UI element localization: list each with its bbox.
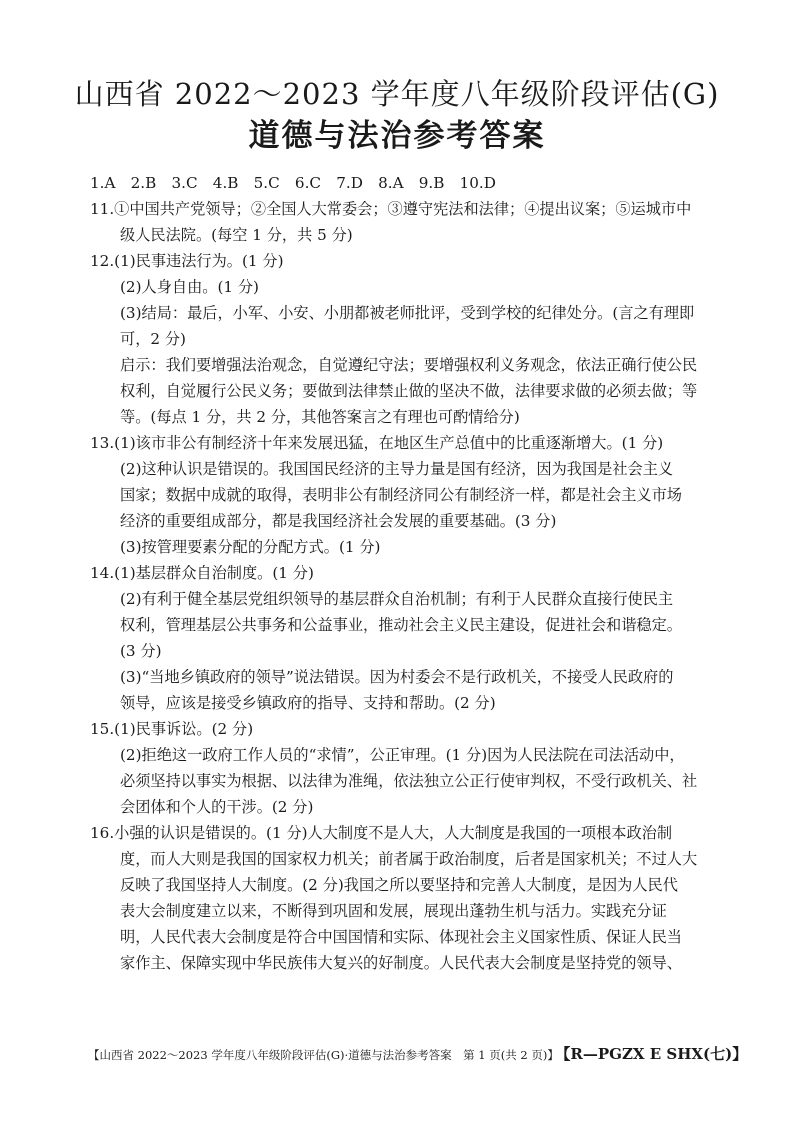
answer-line: 权利，管理基层公共事务和公益事业，推动社会主义民主建设，促进社会和谐稳定。	[120, 616, 682, 634]
answer-11	[90, 196, 714, 248]
answer-line: (2)拒绝这一政府工作人员的“求情”，公正审理。(1 分)因为人民法院在司法活动中，	[120, 746, 685, 764]
answer-line: (3)“当地乡镇政府的领导”说法错误。因为村委会不是行政机关，不接受人民政府的	[120, 668, 674, 686]
answer-12	[90, 248, 714, 430]
answer-line: 权利，自觉履行公民义务；要做到法律禁止做的坚决不做，法律要求做的必须去做；等	[120, 382, 698, 400]
answer-line: 14.(1)基层群众自治制度。(1 分)	[90, 564, 314, 582]
answer-13	[90, 430, 714, 560]
answer-line: (2)有利于健全基层党组织领导的基层群众自治机制；有利于人民群众直接行使民主	[120, 590, 674, 608]
answer-line: 13.(1)该市非公有制经济十年来发展迅猛，在地区生产总值中的比重逐渐增大。(1 分)	[90, 434, 664, 452]
answer-line: 可，2 分)	[120, 330, 186, 348]
answer-line: 明，人民代表大会制度是符合中国国情和实际、体现社会主义国家性质、保证人民当	[120, 928, 682, 946]
answer-line: 反映了我国坚持人大制度。(2 分)我国之所以要坚持和完善人大制度，是因为人民代	[120, 876, 678, 894]
answer-line: 必须坚持以事实为根据、以法律为准绳，依法独立公正行使审判权，不受行政机关、社	[120, 772, 698, 790]
answer-line: (3)结局：最后，小军、小安、小朋都被老师批评，受到学校的纪律处分。(言之有理即	[120, 304, 695, 322]
answer-line: 16.小强的认识是错误的。(1 分)人大制度不是人大，人大制度是我国的一项根本政治制	[90, 824, 673, 842]
answer-line: 领导，应该是接受乡镇政府的指导、支持和帮助。(2 分)	[120, 694, 496, 712]
answer-line: 15.(1)民事诉讼。(2 分)	[90, 720, 254, 738]
answer-line: 会团体和个人的干涉。(2 分)	[120, 798, 314, 816]
answer-line: (3 分)	[120, 642, 162, 660]
document-subtitle: 道德与法治参考答案	[248, 118, 546, 154]
answer-line: (2)这种认识是错误的。我国国民经济的主导力量是国有经济，因为我国是社会主义	[120, 460, 674, 478]
footer-code: 【R—PGZX E SHX(七)】	[562, 1045, 748, 1063]
answer-line: 11.①中国共产党领导；②全国人大常委会；③遵守宪法和法律；④提出议案；⑤运城市中	[90, 200, 692, 218]
answer-line: 表大会制度建立以来，不断得到巩固和发展，展现出蓬勃生机与活力。实践充分证	[120, 902, 667, 920]
answer-14	[90, 560, 714, 716]
page-title: 山西省 2022～2023 学年度八年级阶段评估(G)	[74, 77, 720, 111]
footer-text: 【山西省 2022～2023 学年度八年级阶段评估(G)·道德与法治参考答案 第 1 页(共 2 页)】	[88, 1048, 559, 1062]
answer-line: 经济的重要组成部分，都是我国经济社会发展的重要基础。(3 分)	[120, 512, 557, 530]
answer-line: 家作主、保障实现中华民族伟大复兴的好制度。人民代表大会制度是坚持党的领导、	[120, 954, 682, 972]
page-footer	[88, 1043, 748, 1064]
answer-15	[90, 716, 714, 820]
answer-line: (2)人身自由。(1 分)	[120, 278, 259, 296]
answer-content	[90, 170, 714, 976]
answer-line: (3)按管理要素分配的分配方式。(1 分)	[120, 538, 381, 556]
answer-16	[90, 820, 714, 976]
answer-line: 启示：我们要增强法治观念，自觉遵纪守法；要增强权利义务观念，依法正确行使公民	[120, 356, 698, 374]
answer-line: 国家；数据中成就的取得，表明非公有制经济同公有制经济一样，都是社会主义市场	[120, 486, 682, 504]
answer-line: 等。(每点 1 分，共 2 分，其他答案言之有理也可酌情给分)	[120, 408, 520, 426]
answer-line: 度，而人大则是我国的国家权力机关；前者属于政治制度，后者是国家机关；不过人大	[120, 850, 698, 868]
answer-line: 级人民法院。(每空 1 分，共 5 分)	[120, 226, 353, 244]
choice-answers: 1.A 2.B 3.C 4.B 5.C 6.C 7.D 8.A 9.B 10.D	[90, 174, 496, 192]
answer-line: 12.(1)民事违法行为。(1 分)	[90, 252, 284, 270]
